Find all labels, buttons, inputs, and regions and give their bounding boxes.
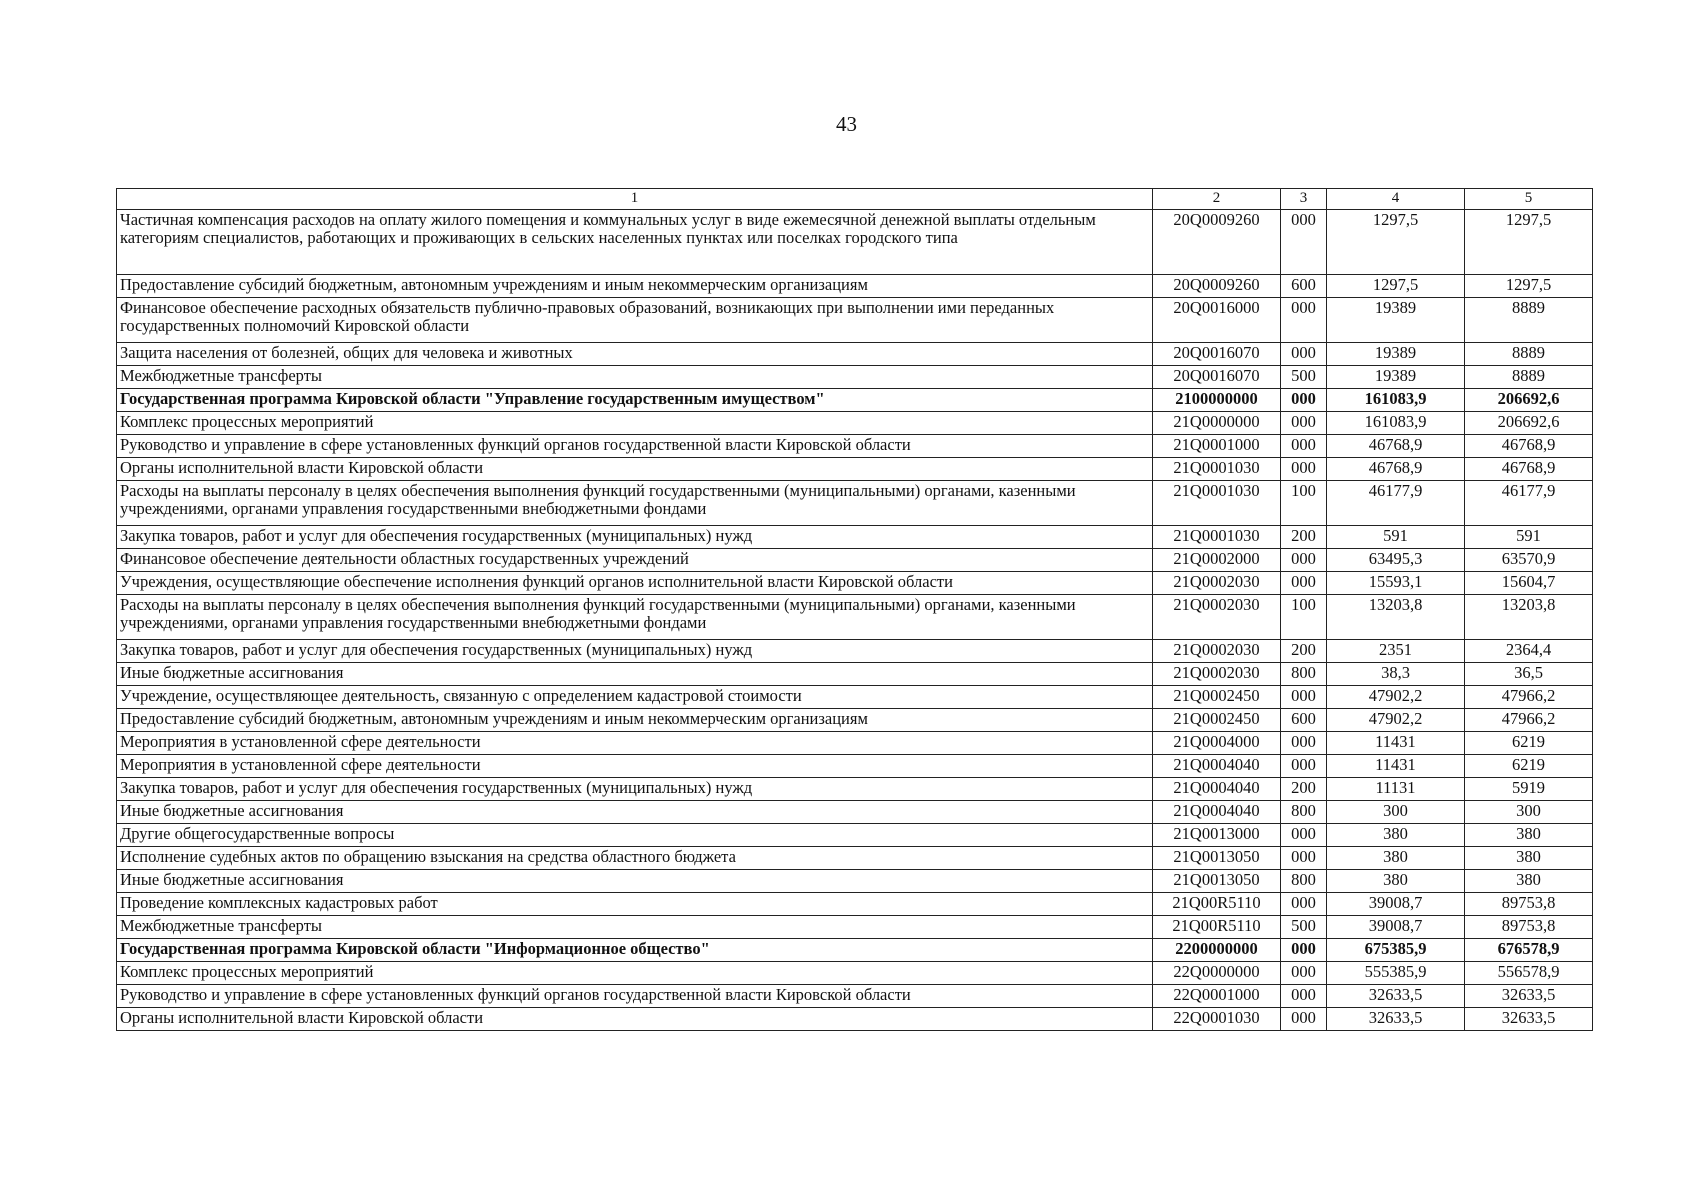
row-value-2023-cell: 32633,5 <box>1465 1008 1593 1031</box>
row-value-2022-cell: 380 <box>1327 824 1465 847</box>
row-expense-type-cell: 000 <box>1281 755 1327 778</box>
row-expense-type-cell: 000 <box>1281 435 1327 458</box>
row-value-2022-cell: 675385,9 <box>1327 939 1465 962</box>
row-name-cell: Комплекс процессных мероприятий <box>117 962 1153 985</box>
row-code-cell: 22Q0001000 <box>1153 985 1281 1008</box>
row-value-2023-cell: 6219 <box>1465 755 1593 778</box>
table-row <box>117 210 1593 275</box>
row-name-cell: Предоставление субсидий бюджетным, автономным учреждениям и иным некоммерческим организациям <box>117 275 1153 298</box>
row-expense-type-cell: 000 <box>1281 939 1327 962</box>
row-code-cell: 21Q0002030 <box>1153 572 1281 595</box>
row-value-2022-cell: 39008,7 <box>1327 916 1465 939</box>
row-name-cell: Проведение комплексных кадастровых работ <box>117 893 1153 916</box>
row-value-2023-cell: 1297,5 <box>1465 210 1593 275</box>
table-row <box>117 549 1593 572</box>
row-value-2022-cell: 300 <box>1327 801 1465 824</box>
row-value-2023-cell: 1297,5 <box>1465 275 1593 298</box>
table-row <box>117 572 1593 595</box>
row-name-cell: Органы исполнительной власти Кировской области <box>117 1008 1153 1031</box>
row-code-cell: 2200000000 <box>1153 939 1281 962</box>
table-row <box>117 366 1593 389</box>
table-row <box>117 686 1593 709</box>
row-expense-type-cell: 000 <box>1281 549 1327 572</box>
row-name-cell: Исполнение судебных актов по обращению взыскания на средства областного бюджета <box>117 847 1153 870</box>
row-expense-type-cell: 500 <box>1281 366 1327 389</box>
row-value-2022-cell: 38,3 <box>1327 663 1465 686</box>
row-code-cell: 21Q00R5110 <box>1153 916 1281 939</box>
table-row <box>117 435 1593 458</box>
table-header-row <box>117 189 1593 210</box>
table-row <box>117 526 1593 549</box>
row-code-cell: 21Q0001030 <box>1153 458 1281 481</box>
row-code-cell: 21Q0001000 <box>1153 435 1281 458</box>
row-code-cell: 21Q0004040 <box>1153 755 1281 778</box>
row-expense-type-cell: 000 <box>1281 732 1327 755</box>
row-name-cell: Мероприятия в установленной сфере деятельности <box>117 732 1153 755</box>
row-value-2023-cell: 32633,5 <box>1465 985 1593 1008</box>
row-expense-type-cell: 000 <box>1281 1008 1327 1031</box>
row-expense-type-cell: 000 <box>1281 343 1327 366</box>
row-expense-type-cell: 100 <box>1281 481 1327 526</box>
row-code-cell: 21Q0002030 <box>1153 595 1281 640</box>
row-value-2022-cell: 161083,9 <box>1327 389 1465 412</box>
table-row <box>117 275 1593 298</box>
row-value-2023-cell: 8889 <box>1465 298 1593 343</box>
row-value-2023-cell: 89753,8 <box>1465 893 1593 916</box>
row-code-cell: 21Q0004040 <box>1153 801 1281 824</box>
row-code-cell: 21Q0013050 <box>1153 870 1281 893</box>
row-value-2022-cell: 161083,9 <box>1327 412 1465 435</box>
row-expense-type-cell: 600 <box>1281 709 1327 732</box>
row-code-cell: 21Q0004040 <box>1153 778 1281 801</box>
table-row <box>117 412 1593 435</box>
row-value-2023-cell: 556578,9 <box>1465 962 1593 985</box>
row-value-2022-cell: 11431 <box>1327 732 1465 755</box>
row-value-2022-cell: 47902,2 <box>1327 686 1465 709</box>
row-value-2022-cell: 19389 <box>1327 366 1465 389</box>
table-row <box>117 709 1593 732</box>
row-value-2023-cell: 206692,6 <box>1465 412 1593 435</box>
row-value-2023-cell: 15604,7 <box>1465 572 1593 595</box>
row-name-cell: Защита населения от болезней, общих для человека и животных <box>117 343 1153 366</box>
table-row <box>117 663 1593 686</box>
table-row <box>117 298 1593 343</box>
row-value-2022-cell: 46768,9 <box>1327 458 1465 481</box>
table-row <box>117 732 1593 755</box>
table-row <box>117 458 1593 481</box>
row-value-2022-cell: 13203,8 <box>1327 595 1465 640</box>
row-name-cell: Государственная программа Кировской области "Управление государственным имуществом" <box>117 389 1153 412</box>
row-value-2023-cell: 46177,9 <box>1465 481 1593 526</box>
row-code-cell: 20Q0009260 <box>1153 210 1281 275</box>
row-value-2022-cell: 1297,5 <box>1327 275 1465 298</box>
table-row <box>117 824 1593 847</box>
table-row <box>117 343 1593 366</box>
row-expense-type-cell: 000 <box>1281 962 1327 985</box>
table-row <box>117 755 1593 778</box>
row-value-2023-cell: 591 <box>1465 526 1593 549</box>
row-value-2022-cell: 380 <box>1327 847 1465 870</box>
row-value-2022-cell: 46177,9 <box>1327 481 1465 526</box>
table-row <box>117 847 1593 870</box>
row-code-cell: 20Q0009260 <box>1153 275 1281 298</box>
row-expense-type-cell: 000 <box>1281 985 1327 1008</box>
row-value-2023-cell: 2364,4 <box>1465 640 1593 663</box>
row-expense-type-cell: 000 <box>1281 298 1327 343</box>
row-code-cell: 22Q0001030 <box>1153 1008 1281 1031</box>
table-row <box>117 916 1593 939</box>
table-row <box>117 640 1593 663</box>
row-value-2022-cell: 591 <box>1327 526 1465 549</box>
row-code-cell: 20Q0016070 <box>1153 366 1281 389</box>
row-value-2022-cell: 11431 <box>1327 755 1465 778</box>
row-expense-type-cell: 000 <box>1281 210 1327 275</box>
row-expense-type-cell: 800 <box>1281 663 1327 686</box>
row-expense-type-cell: 000 <box>1281 572 1327 595</box>
row-value-2023-cell: 47966,2 <box>1465 709 1593 732</box>
row-code-cell: 21Q0013000 <box>1153 824 1281 847</box>
row-value-2023-cell: 89753,8 <box>1465 916 1593 939</box>
row-value-2022-cell: 1297,5 <box>1327 210 1465 275</box>
row-expense-type-cell: 600 <box>1281 275 1327 298</box>
row-value-2023-cell: 380 <box>1465 870 1593 893</box>
page-number: 43 <box>836 112 857 136</box>
row-expense-type-cell: 200 <box>1281 640 1327 663</box>
row-name-cell: Иные бюджетные ассигнования <box>117 870 1153 893</box>
row-name-cell: Учреждения, осуществляющие обеспечение исполнения функций органов исполнительной власти Кировской области <box>117 572 1153 595</box>
row-name-cell: Органы исполнительной власти Кировской области <box>117 458 1153 481</box>
row-expense-type-cell: 500 <box>1281 916 1327 939</box>
row-value-2023-cell: 6219 <box>1465 732 1593 755</box>
row-value-2023-cell: 63570,9 <box>1465 549 1593 572</box>
row-code-cell: 20Q0016070 <box>1153 343 1281 366</box>
row-value-2022-cell: 2351 <box>1327 640 1465 663</box>
row-expense-type-cell: 800 <box>1281 801 1327 824</box>
row-name-cell: Закупка товаров, работ и услуг для обеспечения государственных (муниципальных) нужд <box>117 526 1153 549</box>
row-expense-type-cell: 000 <box>1281 458 1327 481</box>
row-value-2023-cell: 380 <box>1465 847 1593 870</box>
row-code-cell: 20Q0016000 <box>1153 298 1281 343</box>
column-header-2: 2 <box>1153 189 1281 210</box>
row-name-cell: Межбюджетные трансферты <box>117 366 1153 389</box>
row-name-cell: Закупка товаров, работ и услуг для обеспечения государственных (муниципальных) нужд <box>117 778 1153 801</box>
row-code-cell: 2100000000 <box>1153 389 1281 412</box>
row-value-2022-cell: 39008,7 <box>1327 893 1465 916</box>
row-value-2022-cell: 63495,3 <box>1327 549 1465 572</box>
row-code-cell: 21Q0001030 <box>1153 526 1281 549</box>
row-code-cell: 21Q0000000 <box>1153 412 1281 435</box>
budget-table <box>116 188 1593 1031</box>
row-expense-type-cell: 000 <box>1281 412 1327 435</box>
row-code-cell: 21Q0002030 <box>1153 663 1281 686</box>
table-row <box>117 893 1593 916</box>
row-value-2022-cell: 46768,9 <box>1327 435 1465 458</box>
row-name-cell: Расходы на выплаты персоналу в целях обеспечения выполнения функций государственными (муниципальными) органами, казенными учреждениями, органами управления государственными внебюджетными фондами <box>117 481 1153 526</box>
table-row <box>117 481 1593 526</box>
row-value-2023-cell: 8889 <box>1465 343 1593 366</box>
row-value-2022-cell: 32633,5 <box>1327 1008 1465 1031</box>
row-value-2023-cell: 13203,8 <box>1465 595 1593 640</box>
row-value-2023-cell: 380 <box>1465 824 1593 847</box>
table-row <box>117 801 1593 824</box>
row-name-cell: Руководство и управление в сфере установленных функций органов государственной власти Кировской области <box>117 435 1153 458</box>
row-name-cell: Финансовое обеспечение деятельности областных государственных учреждений <box>117 549 1153 572</box>
row-value-2023-cell: 46768,9 <box>1465 458 1593 481</box>
row-value-2022-cell: 15593,1 <box>1327 572 1465 595</box>
row-value-2023-cell: 676578,9 <box>1465 939 1593 962</box>
row-value-2023-cell: 46768,9 <box>1465 435 1593 458</box>
row-name-cell: Предоставление субсидий бюджетным, автономным учреждениям и иным некоммерческим организациям <box>117 709 1153 732</box>
row-code-cell: 21Q0002450 <box>1153 709 1281 732</box>
row-code-cell: 21Q0013050 <box>1153 847 1281 870</box>
row-code-cell: 21Q0002000 <box>1153 549 1281 572</box>
table-row <box>117 870 1593 893</box>
row-value-2022-cell: 380 <box>1327 870 1465 893</box>
row-code-cell: 21Q0001030 <box>1153 481 1281 526</box>
row-name-cell: Учреждение, осуществляющее деятельность, связанную с определением кадастровой стоимости <box>117 686 1153 709</box>
row-code-cell: 21Q0002030 <box>1153 640 1281 663</box>
row-value-2023-cell: 8889 <box>1465 366 1593 389</box>
column-header-3: 3 <box>1281 189 1327 210</box>
row-value-2022-cell: 19389 <box>1327 343 1465 366</box>
row-expense-type-cell: 000 <box>1281 847 1327 870</box>
row-name-cell: Мероприятия в установленной сфере деятельности <box>117 755 1153 778</box>
row-name-cell: Закупка товаров, работ и услуг для обеспечения государственных (муниципальных) нужд <box>117 640 1153 663</box>
row-expense-type-cell: 800 <box>1281 870 1327 893</box>
table-row <box>117 1008 1593 1031</box>
column-header-5: 5 <box>1465 189 1593 210</box>
row-name-cell: Государственная программа Кировской области "Информационное общество" <box>117 939 1153 962</box>
row-expense-type-cell: 200 <box>1281 526 1327 549</box>
row-value-2022-cell: 32633,5 <box>1327 985 1465 1008</box>
table-row <box>117 962 1593 985</box>
row-value-2022-cell: 555385,9 <box>1327 962 1465 985</box>
row-expense-type-cell: 200 <box>1281 778 1327 801</box>
table-row <box>117 778 1593 801</box>
table-row <box>117 939 1593 962</box>
row-name-cell: Расходы на выплаты персоналу в целях обеспечения выполнения функций государственными (муниципальными) органами, казенными учреждениями, органами управления государственными внебюджетными фондами <box>117 595 1153 640</box>
row-expense-type-cell: 000 <box>1281 824 1327 847</box>
row-name-cell: Частичная компенсация расходов на оплату жилого помещения и коммунальных услуг в виде ежемесячной денежной выплаты отдельным категориям специалистов, работающих и проживающих в сельских населенных пунктах или поселках городского типа <box>117 210 1153 275</box>
row-name-cell: Иные бюджетные ассигнования <box>117 663 1153 686</box>
row-value-2023-cell: 47966,2 <box>1465 686 1593 709</box>
row-name-cell: Иные бюджетные ассигнования <box>117 801 1153 824</box>
row-value-2022-cell: 19389 <box>1327 298 1465 343</box>
row-name-cell: Комплекс процессных мероприятий <box>117 412 1153 435</box>
row-value-2023-cell: 36,5 <box>1465 663 1593 686</box>
row-expense-type-cell: 100 <box>1281 595 1327 640</box>
table-row <box>117 595 1593 640</box>
row-expense-type-cell: 000 <box>1281 686 1327 709</box>
row-name-cell: Другие общегосударственные вопросы <box>117 824 1153 847</box>
row-value-2023-cell: 5919 <box>1465 778 1593 801</box>
row-code-cell: 21Q0004000 <box>1153 732 1281 755</box>
table-row <box>117 985 1593 1008</box>
row-value-2022-cell: 11131 <box>1327 778 1465 801</box>
row-code-cell: 22Q0000000 <box>1153 962 1281 985</box>
row-expense-type-cell: 000 <box>1281 389 1327 412</box>
row-value-2023-cell: 300 <box>1465 801 1593 824</box>
row-name-cell: Межбюджетные трансферты <box>117 916 1153 939</box>
row-code-cell: 21Q00R5110 <box>1153 893 1281 916</box>
column-header-4: 4 <box>1327 189 1465 210</box>
row-expense-type-cell: 000 <box>1281 893 1327 916</box>
row-code-cell: 21Q0002450 <box>1153 686 1281 709</box>
row-value-2023-cell: 206692,6 <box>1465 389 1593 412</box>
column-header-1: 1 <box>117 189 1153 210</box>
row-name-cell: Руководство и управление в сфере установленных функций органов государственной власти Кировской области <box>117 985 1153 1008</box>
row-value-2022-cell: 47902,2 <box>1327 709 1465 732</box>
table-row <box>117 389 1593 412</box>
row-name-cell: Финансовое обеспечение расходных обязательств публично-правовых образований, возникающих при выполнении ими переданных государственных полномочий Кировской области <box>117 298 1153 343</box>
